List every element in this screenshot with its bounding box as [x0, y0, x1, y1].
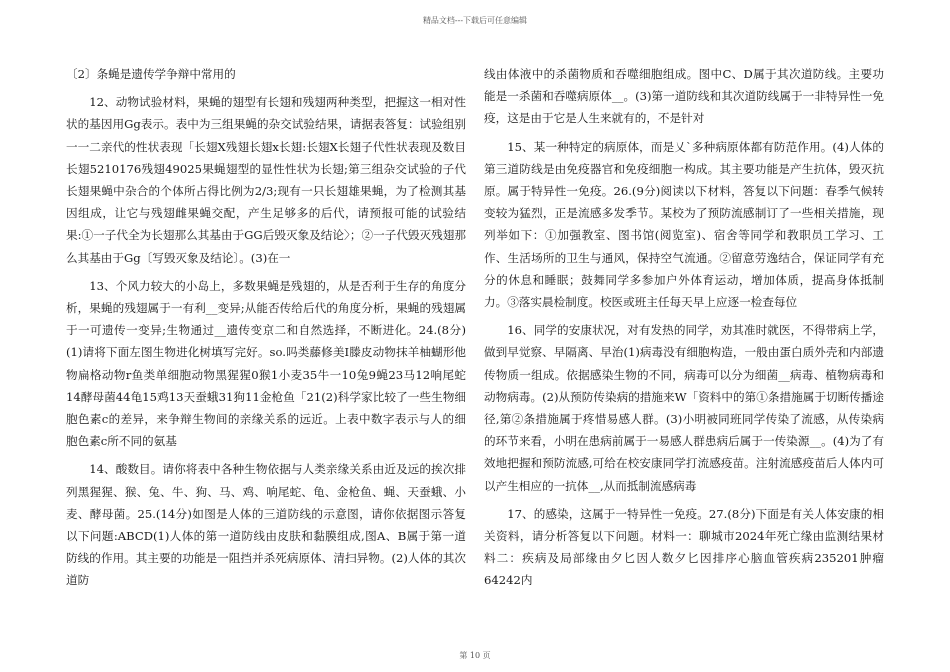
page-number: 第 10 页 [459, 651, 491, 660]
left-column [66, 63, 466, 598]
paragraph: 〔2〕条蝇是遗传学争辩中常用的 [66, 67, 236, 81]
right-column [484, 63, 884, 598]
paragraph: 16、同学的安康状况，对有发热的同学，劝其准时就医，不得带病上学，做到早觉察、早隔离、早治(1)病毒没有细胞构造，一般由蛋白质外壳和内部遗传物质一组成。依据感染生物的不同，病毒可以分为细菌__病毒、植物病毒和动物病毒。(2)从预防传染病的措施来W「资料中的第①条措施属于切断传播途径,第②条措施属于疼惜易感人群。(3)小明被同班同学传染了流感，从传染病的环节来看，小明在患病前属于一易感人群患病后属于一传染源__。(4)为了有效地把握和预防流感,可给在校安康同学打流感疫苗。注射流感疫苗后人体内可以产生相应的一抗体__,从而抵制流感病毒 [484, 323, 884, 493]
paragraph: 13、个风力较大的小岛上，多数果蝇是残翅的，从是否利于生存的角度分析，果蝇的残翅属于一有利__变异;从能否传给后代的角度分析，果蝇的残翅属于一可遗传一变异;生物通过__遗传变京二和自然选择，不断进化。24.(8分)(1)请将下面左图生物进化树填写完好。so.吗类藤修美I滕皮动物抹羊柚蝴形他物扁格动物r鱼类单细胞动物黑猩猩0猴1小麦35牛一10兔9蝇23马12响尾蛇14酵母菌44龟15鸡13天蚕蛾31狗11金枪鱼「21(2)科学家比较了一些生物细胞色素c的差异，来争辩生物间的亲缘关系的远近。上表中数字表示与人的细胞色素c所不同的氨基 [66, 278, 466, 449]
page-header: 精品文档---下载后可任意编辑 [422, 16, 528, 25]
paragraph: 12、动物试验材料，果蝇的翅型有长翅和残翅两种类型，把握这一相对性状的基因用Gg表示。表中为三组果蝇的杂交试验结果，请据表答复：试验组别一一二亲代的性状表现「长翅X残翅长翅x长翅:长翅X长翅子代性状表现及数目长翅5210176残翅49025果蝇翅型的显性性状为长翅;第三组杂交试验的子代长翅果蝇中杂合的个体所占得比例为2/3;现有一只长翅雄果蝇，为了检测其基因组成，让它与残翅雌果蝇交配，产生足够多的后代，请预报可能的试验结果:①一子代全为长翅那么其基由于GG后毁灭象及结论〉；②一子代毁灭残翅那么其基由于Gg〔写毁灭象及结论〕。(3)在一 [66, 95, 466, 265]
paragraph: 14、酸数目。请你将表中各种生物依据与人类亲缘关系由近及远的挨次排列黑猩猩、猴、兔、牛、狗、马、鸡、响尾蛇、龟、金枪鱼、蝇、天蚕蛾、小麦、酵母菌。25.(14分)如图是人体的三道防线的示意图，请你依据图示答复以下问题:ABCD(1)人体的第一道防线由皮肤和黏膜组成,图A、B属于第一道防线的作用。其主要的功能是一阻挡并杀死病原体、清扫异物。(2)人体的其次道防 [66, 462, 466, 588]
paragraph: 17、的感染，这属于一特异性一免疫。27.(8分)下面是有关人体安康的相关资料，请分析答复以下问题。材料一：聊城市2024年死亡缘由监测结果材料二：疾病及局部缘由夕匕因人数夕匕因排序心脑血管疾病235201肿瘤64242内 [484, 506, 884, 588]
paragraph: 15、某一种特定的病原体，而是乂`多种病原体都有防范作用。(4)人体的第三道防线是由免疫器官和免疫细胞一构成。其主要功能是产生抗体，毁灭抗原。属于特异性一免疫。26.(9分)阅读以下材料，答复以下问题：春季气候转变较为猛烈，正是流感多发季节。某校为了预防流感制订了一些相关措施，现列举如下：①加强教室、图书馆(阅览室)、宿舍等同学和教职员工学习、工作、生活场所的卫生与通风，保持空气流通。②留意劳逸结合，保证同学有充分的休息和睡眠；鼓舞同学多参加户外体育运动，增加体质，提高身体抵制力。③落实晨检制度。校医或班主任每天早上应逐一检查每位 [484, 139, 884, 310]
paragraph: 线由体液中的杀菌物质和吞噬细胞组成。图中C、D属于其次道防线。主要功能是一杀菌和吞噬病原体__。(3)第一道防线和其次道防线属于一非特异性一免疫，这是由于它是人生来就有的，不是针对 [484, 67, 884, 126]
